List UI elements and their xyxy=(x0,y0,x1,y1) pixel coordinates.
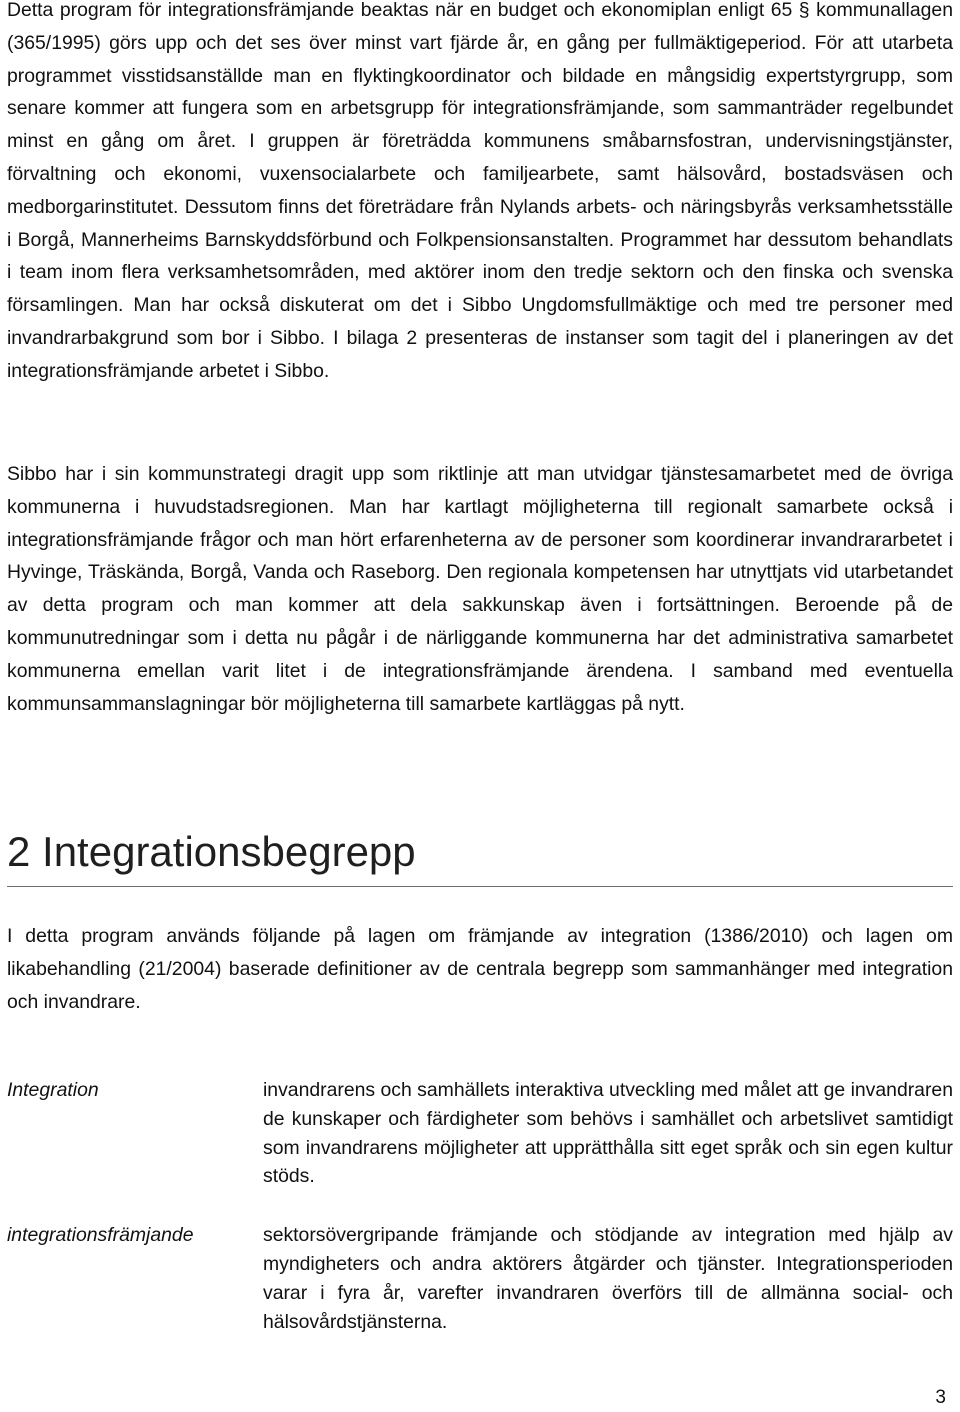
page-number: 3 xyxy=(935,1387,946,1408)
paragraph-program-budget: Detta program för integrationsfrämjande beaktas när en budget och ekonomiplan enligt 65 § kommunallagen (365/1995) görs upp och det ses över minst vart fjärde år, en gång per fullmäktigeperiod. För att utarbeta programmet visstidsanställde man en flyktingkoordinator och bildade en mångsidig expertstyrgrupp, som senare kommer att fungera som en arbetsgrupp för integrationsfrämjande, som sammanträder regelbundet minst en gång om året. I gruppen är företrädda kommunens småbarnsfostran, undervisningstjänster, förvaltning och ekonomi, vuxensocialarbete och familjearbete, samt hälsovård, bostadsväsen och medborgarinstitutet. Dessutom finns det företrädare från Nylands arbets- och näringsbyrås verksamhetsställe i Borgå, Mannerheims Barnskyddsförbund och Folkpensionsanstalten. Programmet har dessutom behandlats i team inom flera verksamhetsområden, med aktörer inom den tredje sektorn och den finska och svenska församlingen. Man har också diskuterat om det i Sibbo Ungdomsfullmäktige och med tre personer med invandrarbakgrund som bor i Sibbo. I bilaga 2 presenteras de instanser som tagit del i planeringen av det integrationsfrämjande arbetet i Sibbo. xyxy=(7,0,953,382)
paragraph-regional-cooperation: Sibbo har i sin kommunstrategi dragit upp som riktlinje att man utvidgar tjänstesamarbetet med de övriga kommunerna i huvudstadsregionen. Man har kartlagt möjligheterna till regionalt samarbete också i integrationsfrämjande frågor och man hört erfarenheterna av de personer som koordinerar invandrararbetet i Hyvinge, Träskända, Borgå, Vanda och Raseborg. Den regionala kompetensen har utnyttjats vid utarbetandet av detta program och man kommer att dela sakkunskap även i fortsättningen. Beroende på de kommunutredningar som i detta nu pågår i de närliggande kommunerna har det administrativa samarbetet kommunerna emellan varit litet i de integrationsfrämjande ärendena. I samband med eventuella kommunsammanslagningar bör möjligheterna till samarbete kartläggas på nytt. xyxy=(7,463,953,715)
section-heading-integrationsbegrepp: 2 Integrationsbegrepp xyxy=(7,822,953,887)
definitions-list xyxy=(7,1076,953,1366)
definition-row-integrationsframjande xyxy=(7,1221,953,1336)
definition-text: invandrarens och samhällets interaktiva utveckling med målet att ge invandraren de kunskaper och färdigheter som behövs i samhället och arbetslivet samtidigt som invandrarens möjligheter att upprätthålla sitt eget språk och sin egen kultur stöds. xyxy=(263,1079,953,1188)
definition-term: integrationsfrämjande xyxy=(7,1224,194,1247)
definition-row-integration xyxy=(7,1076,953,1191)
definition-text: sektorsövergripande främjande och stödjande av integration med hjälp av myndigheters och andra aktörers åtgärder och tjänster. Integrationsperioden varar i fyra år, varefter invandraren överförs till de allmänna social- och hälsovårdstjänsterna. xyxy=(263,1224,953,1333)
definition-term: Integration xyxy=(7,1079,99,1101)
paragraph-definitions-intro: I detta program används följande på lagen om främjande av integration (1386/2010) och lagen om likabehandling (21/2004) baserade definitioner av de centrala begrepp som sammanhänger med integration och invandrare. xyxy=(7,925,953,1013)
document-page xyxy=(7,0,953,1412)
